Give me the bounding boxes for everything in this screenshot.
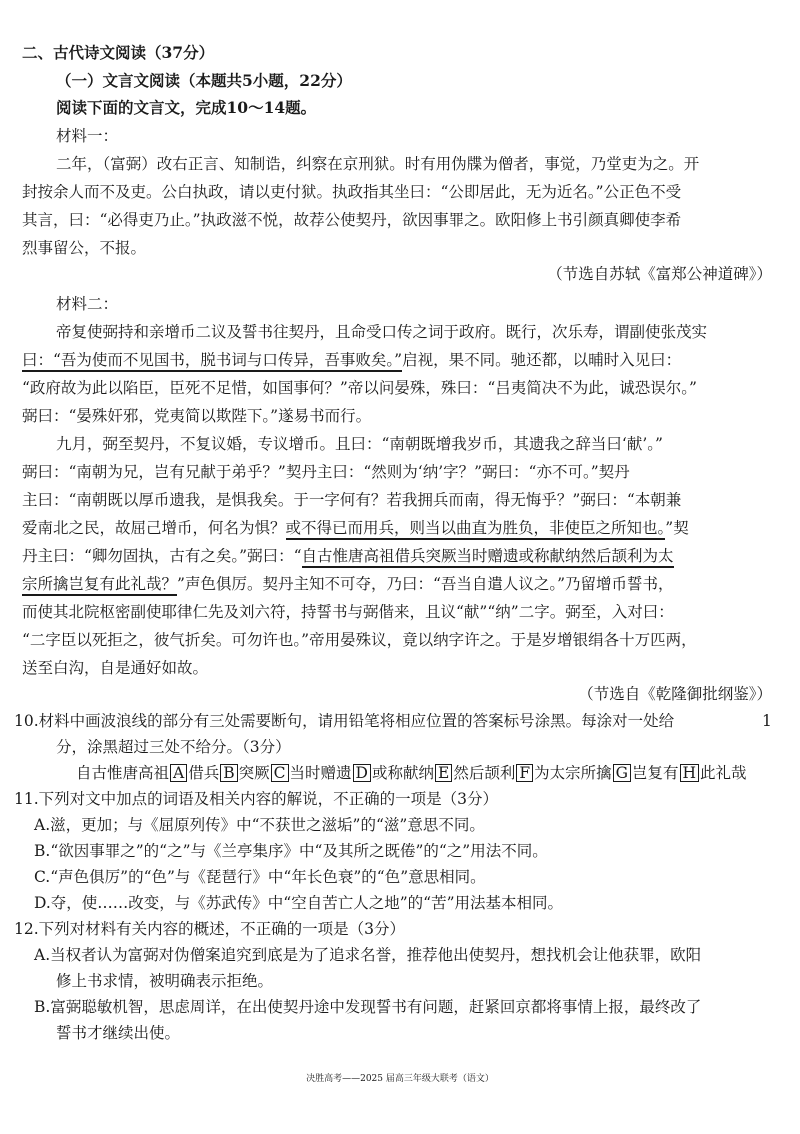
material2-line: “二字臣以死拒之，彼气折矣。可勿许也。”帝用晏殊议，竟以纳字许之。于是岁增银绢各十万匹两，	[22, 631, 697, 649]
answer-mark-e[interactable]: E	[435, 764, 452, 782]
material2-line: 九月，弼至契丹，不复议婚，专议增币。且曰：“南朝既增我岁币，其遗我之辞当曰‘献’。”	[56, 435, 663, 453]
answer-mark-a[interactable]: A	[170, 764, 187, 782]
q10-segment: 为太宗所擒	[534, 764, 612, 782]
answer-mark-c[interactable]: C	[271, 764, 289, 782]
q10-segment: 岂复有	[632, 764, 679, 782]
q10-stem: 分，涂黑超过三处不给分。（3分）	[56, 738, 291, 756]
q10-segment: 此礼哉	[700, 764, 747, 782]
page-footer: 决胜高考——2025 届高三年级大联考（语文）	[306, 1074, 494, 1084]
material2-line: 弼曰：“南朝为兄，岂有兄献于弟乎？”契丹主曰：“然则为‘纳’字？”弼曰：“亦不可。”契丹	[22, 463, 630, 481]
q10-segment: 自古惟唐高祖	[76, 764, 170, 782]
material2-line	[22, 517, 689, 539]
material2-line: 帝复使弼持和亲增币二议及誓书往契丹，且命受口传之词于政府。既行，次乐寿，谓副使张茂实	[56, 323, 708, 341]
q10-segment: 然后颉利	[453, 764, 516, 782]
wavy-underlined-sentence: 自古惟唐高祖借兵突厥当时赠遗或称献纳然后颉利为太	[302, 547, 674, 568]
section-title: 二、古代诗文阅读（37分）	[22, 43, 215, 62]
material2-source: （节选自《乾隆御批纲鉴》）	[578, 685, 772, 703]
q12-option-a-cont: 修上书求情，被明确表示拒绝。	[56, 972, 274, 990]
material2-label: 材料二：	[56, 295, 119, 313]
material2-line	[22, 349, 681, 371]
answer-mark-f[interactable]: F	[516, 764, 533, 782]
material1-line: 其言，曰：“必得吏乃止。”执政滋不悦，故荐公使契丹，欲因事罪之。欧阳修上书引颜真卿使李希	[22, 211, 682, 229]
q10-stem-tail: 1	[762, 712, 772, 730]
q10-stem: 10.材料中画波浪线的部分有三处需要断句，请用铅笔将相应位置的答案标号涂黑。每涂对一处给	[14, 712, 675, 730]
q12-option-a: A.当权者认为富弼对伪僧案追究到底是为了追求名誉，推荐他出使契丹，想找机会让他获罪，欧阳	[34, 946, 702, 964]
material2-line: 主曰：“南朝既以厚币遗我，是惧我矣。于一字何有？若我拥兵而南，得无悔乎？”弼曰：“本朝兼	[22, 491, 682, 509]
material2-line	[22, 545, 674, 567]
q10-segment: 突厥	[238, 764, 270, 782]
material2-text: ”契	[665, 519, 689, 537]
instruction: 阅读下面的文言文，完成10～14题。	[56, 98, 317, 117]
material2-text: ”声色俱厉。契丹主知不可夺，乃曰：“吾当自遣人议之。”乃留增币誓书，	[177, 575, 674, 593]
material2-line: 而使其北院枢密副使耶律仁先及刘六符，持誓书与弼偕来，且议“献”“纳”二字。弼至，入对曰：	[22, 603, 674, 621]
q12-option-b: B.富弼聪敏机智，思虑周详，在出使契丹途中发现誓书有问题，赶紧回京都将事情上报，最终改了	[34, 998, 702, 1016]
q11-option-b: B.“欲因事罪之”的“之”与《兰亭集序》中“及其所之既倦”的“之”用法不同。	[34, 842, 548, 860]
material2-text: 启视，果不同。驰还都，以晡时入见曰：	[402, 351, 682, 369]
material2-text: 丹主曰：“卿勿固执，古有之矣。”弼曰：“	[22, 547, 302, 565]
material2-text: 爱南北之民，故屈己增币，何名为惧？	[22, 519, 286, 537]
wavy-underlined-sentence: 宗所擒岂复有此礼哉？	[22, 575, 177, 596]
answer-mark-h[interactable]: H	[680, 764, 700, 782]
subsection-title: （一）文言文阅读（本题共5小题，22分）	[56, 71, 352, 90]
answer-mark-g[interactable]: G	[613, 764, 631, 782]
material2-line: “政府故为此以陷臣，臣死不足惜，如国事何？”帝以问晏殊，殊曰：“吕夷简决不为此，诚恐误尔。”	[22, 379, 697, 397]
material2-line: 送至白沟，自是通好如故。	[22, 659, 209, 677]
material1-line: 封按余人而不及吏。公白执政，请以吏付狱。执政指其坐曰：“公即居此，无为近名。”公正色不受	[22, 183, 682, 201]
material2-line	[22, 573, 674, 595]
answer-mark-b[interactable]: B	[220, 764, 237, 782]
underlined-sentence: 曰：“吾为使而不见国书，脱书词与口传异，吾事败矣。”	[22, 351, 402, 372]
material2-line: 弼曰：“晏殊奸邪，党夷简以欺陛下。”遂易书而行。	[22, 407, 372, 425]
q12-option-b-cont: 誓书才继续出使。	[56, 1024, 181, 1042]
answer-mark-d[interactable]: D	[353, 764, 371, 782]
material1-label: 材料一：	[56, 127, 119, 145]
q11-option-d: D.夺，使……改变，与《苏武传》中“空自苦亡人之地”的“苦”用法基本相同。	[34, 894, 564, 912]
q12-stem: 12.下列对材料有关内容的概述，不正确的一项是（3分）	[14, 920, 406, 938]
q10-segment: 借兵	[188, 764, 220, 782]
q11-option-c: C.“声色俱厉”的“色”与《琵琶行》中“年长色衰”的“色”意思相同。	[34, 868, 486, 886]
q10-segment: 或称献纳	[371, 764, 434, 782]
q11-option-a: A.滋，更加；与《屈原列传》中“不获世之滋垢”的“滋”意思不同。	[34, 816, 485, 834]
q11-stem: 11.下列对文中加点的词语及相关内容的解说，不正确的一项是（3分）	[14, 790, 499, 808]
material1-line: 二年，（富弼）改右正言、知制诰，纠察在京刑狱。时有用伪牒为僧者，事觉，乃堂吏为之。开	[56, 155, 700, 173]
underlined-sentence: 或不得已而用兵，则当以曲直为胜负，非使臣之所知也。	[286, 519, 666, 540]
material1-source: （节选自苏轼《富郑公神道碑》）	[547, 265, 772, 283]
q10-segment: 当时赠遗	[289, 764, 352, 782]
material1-line: 烈事留公，不报。	[22, 239, 147, 257]
q10-sentence	[76, 762, 747, 784]
